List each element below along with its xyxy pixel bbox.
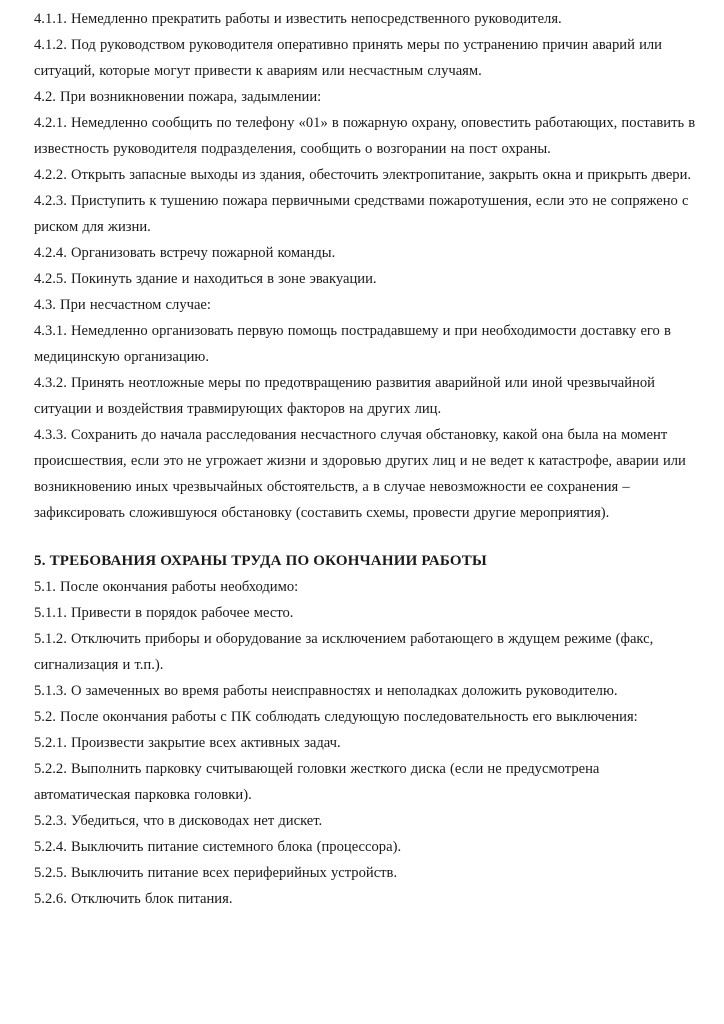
paragraph-4-2-3: 4.2.3. Приступить к тушению пожара первичными средствами пожаротушения, если это не сопряжено с риском для жизни. [34, 193, 689, 235]
paragraph-4-2-1: 4.2.1. Немедленно сообщить по телефону «01» в пожарную охрану, оповестить работающих, поставить в известность руководителя подразделения, сообщить о возгорании на пост охраны. [34, 115, 696, 157]
paragraph-4-2-5: 4.2.5. Покинуть здание и находиться в зоне эвакуации. [34, 271, 377, 287]
paragraph-4-2-2: 4.2.2. Открыть запасные выходы из здания, обесточить электропитание, закрыть окна и прикрыть двери. [34, 167, 692, 183]
paragraph-4-3-2: 4.3.2. Принять неотложные меры по предотвращению развития аварийной или иной чрезвычайной ситуации и воздействия травмирующих факторов на других лиц. [34, 375, 655, 417]
paragraph-5-1: 5.1. После окончания работы необходимо: [34, 579, 299, 595]
paragraph-4-3-3: 4.3.3. Сохранить до начала расследования несчастного случая обстановку, какой она была на момент происшествия, если это не угрожает жизни и здоровью других лиц и не ведет к катастрофе, аварии или возникновению иных чрезвычайных обстоятельств, а в случае невозможности ее сохранения – зафиксировать сложившуюся обстановку (составить схемы, провести другие мероприятия). [34, 427, 686, 521]
paragraph-5-2-4: 5.2.4. Выключить питание системного блока (процессора). [34, 839, 402, 855]
paragraph-4-2-4: 4.2.4. Организовать встречу пожарной команды. [34, 245, 336, 261]
section-5-heading: 5. ТРЕБОВАНИЯ ОХРАНЫ ТРУДА ПО ОКОНЧАНИИ РАБОТЫ [34, 553, 487, 569]
paragraph-5-1-3: 5.1.3. О замеченных во время работы неисправностях и неполадках доложить руководителю. [34, 683, 618, 699]
paragraph-4-3-1: 4.3.1. Немедленно организовать первую помощь пострадавшему и при необходимости доставку его в медицинскую организацию. [34, 323, 671, 365]
paragraph-5-2: 5.2. После окончания работы с ПК соблюдать следующую последовательность его выключения: [34, 709, 638, 725]
paragraph-5-2-2: 5.2.2. Выполнить парковку считывающей головки жесткого диска (если не предусмотрена автоматическая парковка головки). [34, 761, 600, 803]
paragraph-4-1-1: 4.1.1. Немедленно прекратить работы и известить непосредственного руководителя. [34, 11, 562, 27]
paragraph-5-1-2: 5.1.2. Отключить приборы и оборудование за исключением работающего в ждущем режиме (факс, сигнализация и т.п.). [34, 631, 654, 673]
paragraph-4-2: 4.2. При возникновении пожара, задымлении: [34, 89, 322, 105]
paragraph-5-2-5: 5.2.5. Выключить питание всех периферийных устройств. [34, 865, 398, 881]
paragraph-4-1-2: 4.1.2. Под руководством руководителя оперативно принять меры по устранению причин аварий или ситуаций, которые могут привести к авариям или несчастным случаям. [34, 37, 662, 79]
paragraph-4-3: 4.3. При несчастном случае: [34, 297, 211, 313]
paragraph-5-2-6: 5.2.6. Отключить блок питания. [34, 891, 233, 907]
paragraph-5-2-3: 5.2.3. Убедиться, что в дисководах нет дискет. [34, 813, 323, 829]
paragraph-5-1-1: 5.1.1. Привести в порядок рабочее место. [34, 605, 294, 621]
paragraph-5-2-1: 5.2.1. Произвести закрытие всех активных задач. [34, 735, 341, 751]
